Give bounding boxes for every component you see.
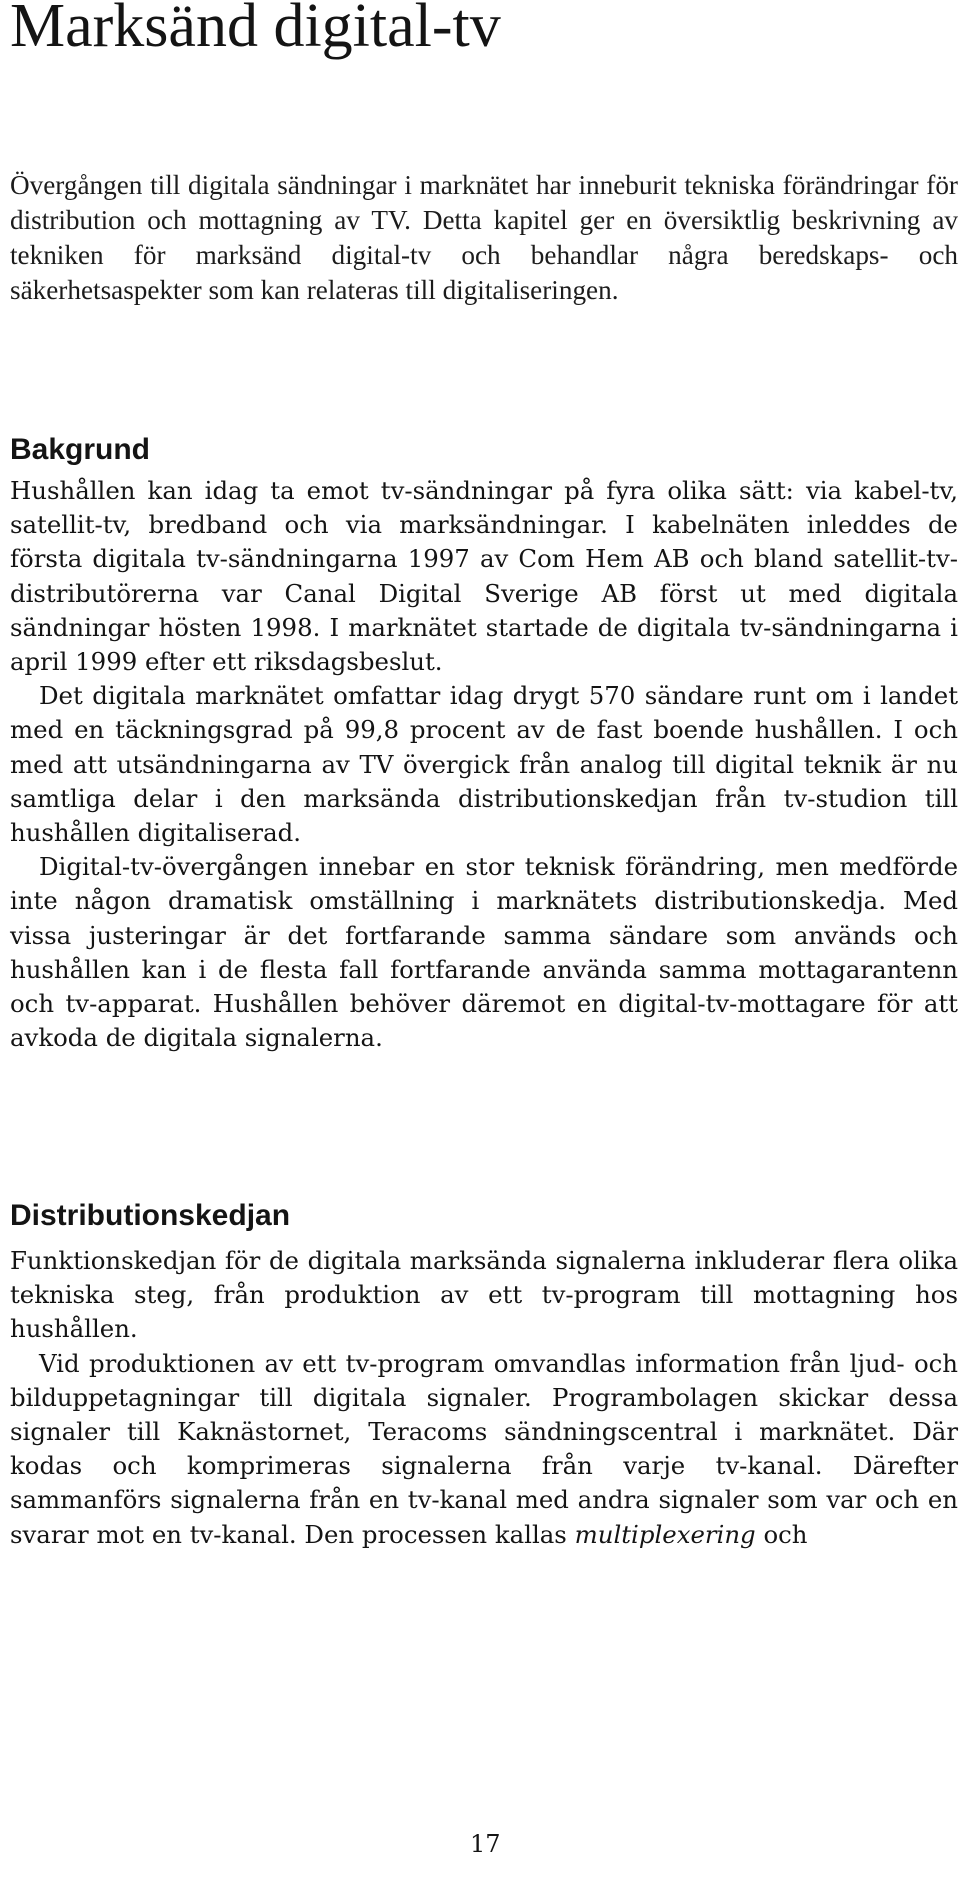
paragraph: Funktionskedjan för de digitala marksända signalerna inkluderar flera olika tekniska steg, från produktion av ett tv-program till mottagning hos hushållen. — [10, 1246, 958, 1344]
section-heading-distributionskedjan: Distributionskedjan — [10, 1199, 291, 1232]
section-heading-bakgrund: Bakgrund — [10, 433, 151, 466]
paragraph — [10, 1347, 958, 1552]
paragraph: Hushållen kan idag ta emot tv-sändningar på fyra olika sätt: via kabel-tv, satellit-tv, bredband och via marksändningar. I kabelnäten inleddes de första digitala tv-sändningarna 1997 av Com Hem AB och bland satellit-tv-distributörerna var Canal Digital Sverige AB först ut med digitala sändningar hösten 1998. I marknätet startade de digitala tv-sändningarna i april 1999 efter ett riksdagsbeslut. — [10, 476, 958, 677]
page-title: Marksänd digital-tv — [10, 0, 501, 60]
emphasized-term: multiplexering — [574, 1519, 756, 1549]
section-body-bakgrund — [10, 474, 958, 1055]
intro-paragraph: Övergången till digitala sändningar i marknätet har inneburit tekniska förändringar för distribution och mottagning av TV. Detta kapitel ger en översiktlig beskrivning av tekniken för marksänd digital-tv och behandlar några beredskaps- och säkerhetsaspekter som kan relateras till digitaliseringen. — [10, 170, 958, 305]
paragraph: Digital-tv-övergången innebar en stor teknisk förändring, men medförde inte någon dramatisk omställning i marknätets distributionskedja. Med vissa justeringar är det fortfarande samma sändare som används och hushållen kan i de flesta fall fortfarande använda samma mottagarantenn och tv-apparat. Hushållen behöver däremot en digital-tv-mottagare för att avkoda de digitala signalerna. — [10, 852, 958, 1053]
document-page — [10, 0, 958, 1882]
paragraph: Det digitala marknätet omfattar idag drygt 570 sändare runt om i landet med en täckningsgrad på 99,8 procent av de fast boende hushållen. I och med att utsändningarna av TV övergick från analog till digital teknik är nu samtliga delar i den marksända distributionskedjan från tv-studion till hushållen digitaliserad. — [10, 681, 958, 848]
section-body-distributionskedjan — [10, 1244, 958, 1552]
paragraph-text: Vid produktionen av ett tv-program omvandlas information från ljud- och bilduppetagningar till digitala signaler. Programbolagen skickar dessa signaler till Kaknästornet, Teracoms sändningscentral i marknätet. Där kodas och komprimeras signalerna från varje tv-kanal. Därefter sammanförs signalerna från en tv-kanal med andra signaler som var och en svarar mot en tv-kanal. Den processen kallas — [10, 1348, 958, 1549]
paragraph-tail: och — [763, 1519, 808, 1549]
page-number: 17 — [470, 1830, 501, 1858]
